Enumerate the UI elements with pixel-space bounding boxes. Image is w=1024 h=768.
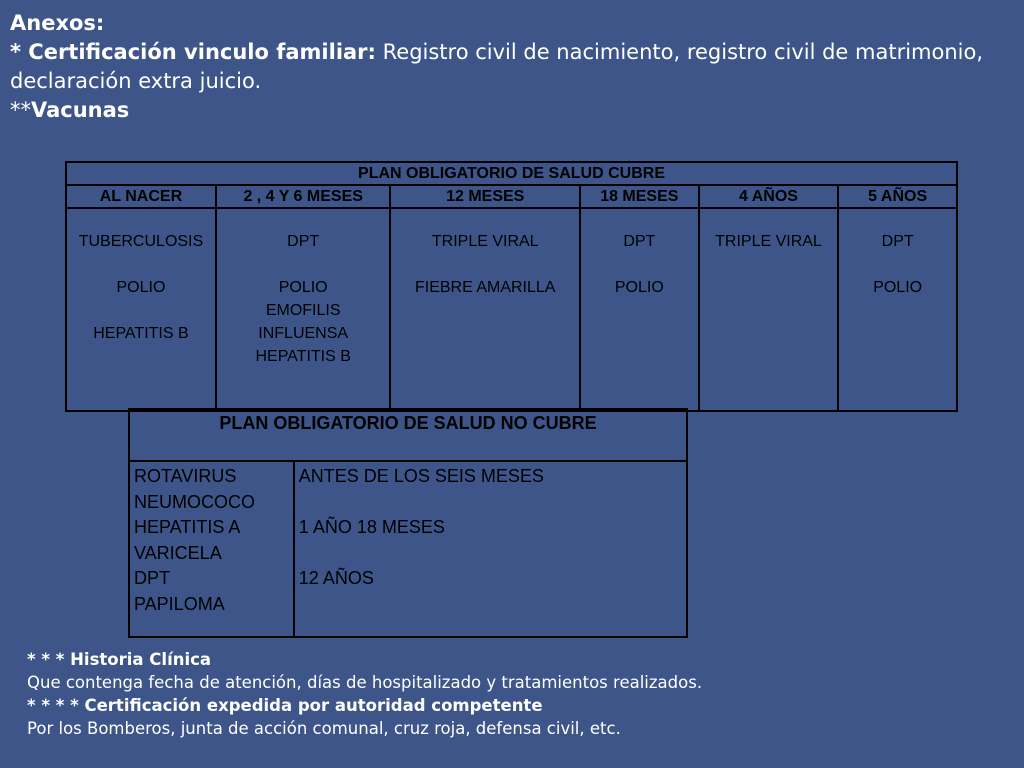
vaccine-item: TRIPLE VIRAL [715,233,822,250]
vaccine-item: TUBERCULOSIS [78,233,204,250]
age-item: ANTES DE LOS SEIS MESES [298,466,544,486]
plan-cubre-title: PLAN OBLIGATORIO DE SALUD CUBRE [66,162,957,185]
column-header: 2 , 4 Y 6 MESES [216,185,391,208]
vaccine-item: DPT [623,233,656,250]
plan-cubre-header-row [66,185,957,208]
age-item [299,541,683,567]
age-item [299,490,683,516]
plan-cubre-table [65,161,958,412]
vaccine-item [839,253,956,276]
column-header: 5 AÑOS [838,185,957,208]
vaccine-item: POLIO [614,279,664,296]
vaccine-item [391,253,578,276]
vaccine-item: HEPATITIS A [134,517,241,537]
age-list [294,461,687,637]
plan-no-cubre-body-row [129,461,687,637]
column-header: 12 MESES [390,185,579,208]
annex-item-1 [10,38,1010,96]
vaccine-item: NEUMOCOCO [134,491,255,512]
vaccine-item: DPT [287,233,320,250]
annex-item-1-title: * Certificación vinculo familiar: [10,40,376,64]
vaccine-item: TRIPLE VIRAL [431,233,539,250]
annex-item-3-title: * * * Historia Clínica [27,650,212,669]
vaccine-item: DPT [134,568,170,588]
plan-no-cubre-title: PLAN OBLIGATORIO DE SALUD NO CUBRE [129,409,687,461]
annex-item-3-text: Que contenga fecha de atención, días de hospitalizado y tratamientos realizados. [27,673,703,692]
vaccine-item: HEPATITIS B [93,325,189,342]
annex-item-2 [10,96,1010,125]
vaccine-item: POLIO [116,279,166,296]
vaccine-item: POLIO [278,279,328,296]
annex-item-4-text: Por los Bomberos, junta de acción comunal, cruz roja, defensa civil, etc. [27,719,621,738]
footer-notes [27,648,702,740]
age-item: 12 AÑOS [298,568,374,588]
column-4-years [699,208,839,411]
vaccine-item: ROTAVIRUS [134,466,237,486]
annex-item-1-text: Registro civil de nacimiento, registro civil de matrimonio, declaración extra juicio. [10,40,984,93]
column-header: 4 AÑOS [699,185,839,208]
annex-item-2-prefix: ** [10,98,31,122]
column-2-4-6-months [216,208,391,411]
vaccine-item: FIEBRE AMARILLA [414,279,556,296]
vaccine-item [67,253,215,276]
vaccine-item [67,299,215,322]
vaccine-list [129,461,294,637]
plan-no-cubre-table [128,408,688,638]
column-18-months [580,208,699,411]
annex-item-4-title: * * * * Certificación expedida por autoridad competente [27,696,543,715]
vaccine-item: POLIO [873,279,923,296]
vaccine-item: INFLUENSA [258,325,349,342]
column-header: AL NACER [66,185,216,208]
column-12-months [390,208,579,411]
plan-cubre-body-row [66,208,957,411]
vaccine-item: VARICELA [134,542,222,563]
column-5-years [838,208,957,411]
vaccine-item: PAPILOMA [134,593,225,614]
column-header: 18 MESES [580,185,699,208]
column-at-birth [66,208,216,411]
vaccine-item: EMOFILIS [265,302,341,319]
annex-item-2-title: Vacunas [31,98,130,122]
annexes-title: Anexos: [10,11,105,35]
age-item: 1 AÑO 18 MESES [298,517,445,537]
vaccine-item: HEPATITIS B [255,348,351,365]
vaccine-item [581,253,698,276]
annexes-section [10,9,1010,125]
vaccine-item [217,253,390,276]
vaccine-item: DPT [881,233,914,250]
